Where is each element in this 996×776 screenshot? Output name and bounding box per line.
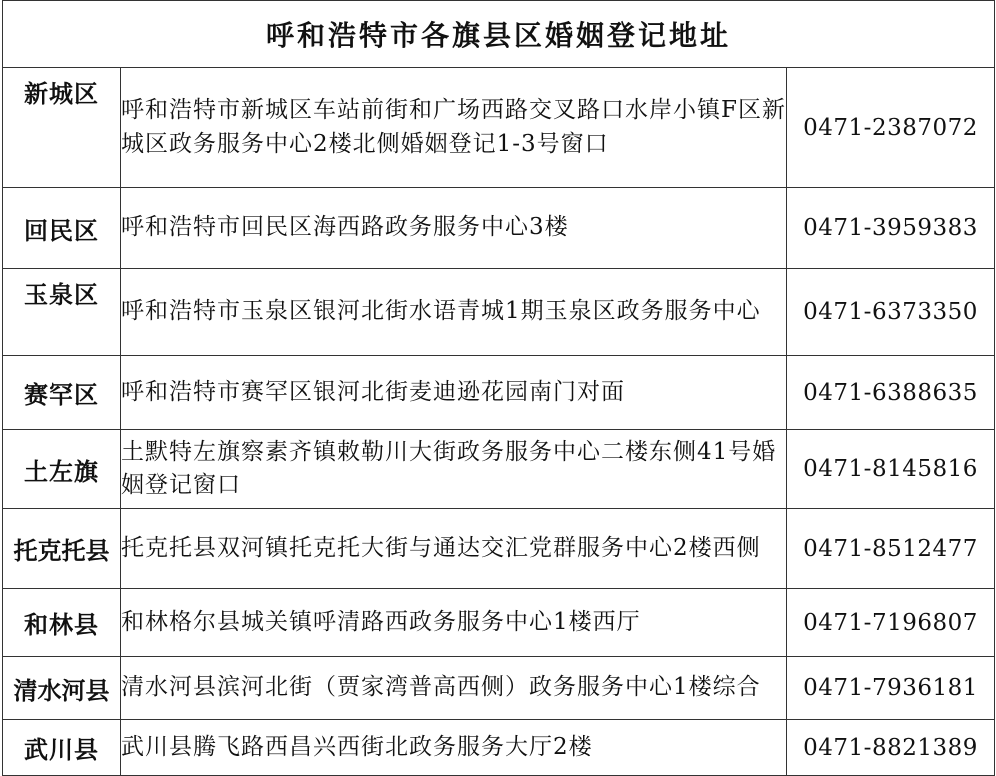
phone-cell: 0471-6373350 — [787, 269, 995, 356]
table-row — [3, 68, 995, 188]
phone-cell: 0471-8512477 — [787, 509, 995, 589]
district-cell: 土左旗 — [3, 430, 121, 509]
district-cell: 托克托县 — [3, 509, 121, 589]
title-row — [3, 1, 995, 68]
table-row — [3, 269, 995, 356]
address-cell: 土默特左旗察素齐镇敕勒川大街政务服务中心二楼东侧41号婚姻登记窗口 — [121, 430, 787, 509]
address-cell: 呼和浩特市赛罕区银河北街麦迪逊花园南门对面 — [121, 356, 787, 430]
phone-cell: 0471-8821389 — [787, 720, 995, 776]
district-cell: 回民区 — [3, 188, 121, 269]
table-row — [3, 188, 995, 269]
phone-cell: 0471-3959383 — [787, 188, 995, 269]
address-cell: 呼和浩特市玉泉区银河北街水语青城1期玉泉区政务服务中心 — [121, 269, 787, 356]
address-cell: 武川县腾飞路西昌兴西街北政务服务大厅2楼 — [121, 720, 787, 776]
phone-cell: 0471-8145816 — [787, 430, 995, 509]
table-row — [3, 720, 995, 776]
table-title: 呼和浩特市各旗县区婚姻登记地址 — [3, 1, 995, 68]
phone-cell: 0471-7936181 — [787, 657, 995, 720]
table-row — [3, 589, 995, 657]
address-cell: 清水河县滨河北街（贾家湾普高西侧）政务服务中心1楼综合 — [121, 657, 787, 720]
table-row — [3, 430, 995, 509]
district-cell: 赛罕区 — [3, 356, 121, 430]
district-cell: 玉泉区 — [3, 269, 121, 356]
table-row — [3, 509, 995, 589]
registration-table — [2, 0, 995, 776]
address-cell: 和林格尔县城关镇呼清路西政务服务中心1楼西厅 — [121, 589, 787, 657]
address-cell: 呼和浩特市回民区海西路政务服务中心3楼 — [121, 188, 787, 269]
table-row — [3, 356, 995, 430]
table-row — [3, 657, 995, 720]
district-cell: 新城区 — [3, 68, 121, 188]
address-cell: 呼和浩特市新城区车站前街和广场西路交叉路口水岸小镇F区新城区政务服务中心2楼北侧婚姻登记1-3号窗口 — [121, 68, 787, 188]
phone-cell: 0471-2387072 — [787, 68, 995, 188]
phone-cell: 0471-6388635 — [787, 356, 995, 430]
district-cell: 清水河县 — [3, 657, 121, 720]
district-cell: 武川县 — [3, 720, 121, 776]
district-cell: 和林县 — [3, 589, 121, 657]
address-cell: 托克托县双河镇托克托大街与通达交汇党群服务中心2楼西侧 — [121, 509, 787, 589]
phone-cell: 0471-7196807 — [787, 589, 995, 657]
